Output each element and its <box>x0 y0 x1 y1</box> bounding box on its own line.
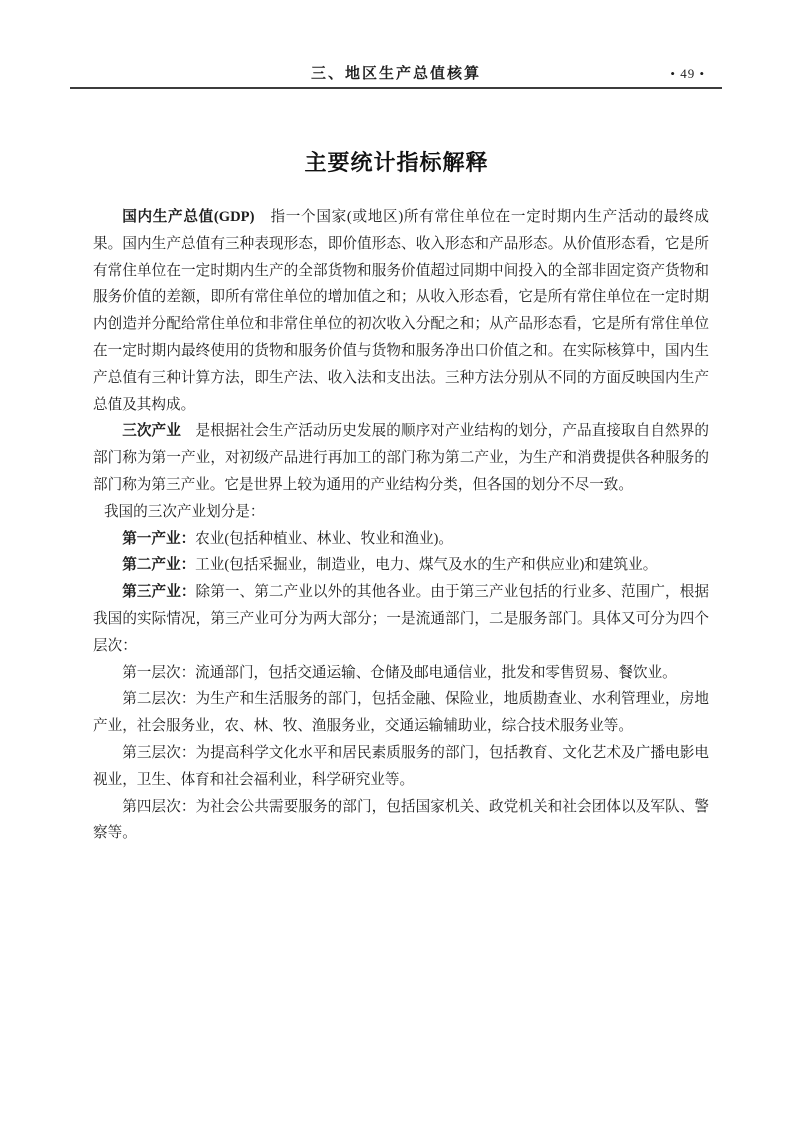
running-head <box>70 64 722 86</box>
text-run: 我国的三次产业划分是： <box>103 503 265 520</box>
term-label: 第二产业： <box>122 557 196 574</box>
paragraph <box>93 794 709 848</box>
page-title: 主要统计指标解释 <box>304 150 489 175</box>
text-run: 农业(包括种植业、林业、牧业和渔业)。 <box>195 530 453 547</box>
paragraph <box>93 686 709 740</box>
paragraph <box>93 740 709 794</box>
paragraph <box>93 660 709 687</box>
paragraph <box>93 579 709 659</box>
term-label: 第三产业： <box>122 584 196 601</box>
paragraph <box>93 204 709 418</box>
term-label: 三次产业 <box>122 423 181 440</box>
text-run: 是根据社会生产活动历史发展的顺序对产业结构的划分，产品直接取自自然界的部门称为第一产业，对初级产品进行再加工的部门称为第二产业，为生产和消费提供各种服务的部门称为第三产业。它是世界上较为通用的产业结构分类，但各国的划分不尽一致。 <box>93 423 709 493</box>
paragraph <box>93 499 709 526</box>
page-number: • 49 • <box>670 66 705 81</box>
body-text <box>93 204 709 847</box>
paragraph <box>93 552 709 579</box>
text-run: 指一个国家(或地区)所有常住单位在一定时期内生产活动的最终成果。国内生产总值有三种表现形态，即价值形态、收入形态和产品形态。从价值形态看，它是所有常住单位在一定时期内生产的全部货物和服务价值超过同期中间投入的全部非固定资产货物和服务价值的差额，即所有常住单位的增加值之和；从收入形态看，它是所有常住单位在一定时期内创造并分配给常住单位和非常住单位的初次收入分配之和；从产品形态看，它是所有常住单位在一定时期内最终使用的货物和服务价值与货物和服务净出口价值之和。在实际核算中，国内生产总值有三种计算方法，即生产法、收入法和支出法。三种方法分别从不同的方面反映国内生产总值及其构成。 <box>93 209 709 413</box>
text-run: 第三层次：为提高科学文化水平和居民素质服务的部门，包括教育、文化艺术及广播电影电视业，卫生、体育和社会福利业，科学研究业等。 <box>93 744 709 788</box>
term-label: 国内生产总值(GDP) <box>122 209 255 225</box>
header-divider <box>70 87 722 89</box>
text-run: 工业(包括采掘业，制造业，电力、煤气及水的生产和供应业)和建筑业。 <box>195 557 658 574</box>
paragraph <box>93 526 709 553</box>
text-run: 第一层次：流通部门，包括交通运输、仓储及邮电通信业，批发和零售贸易、餐饮业。 <box>122 664 677 681</box>
text-run: 第四层次：为社会公共需要服务的部门，包括国家机关、政党机关和社会团体以及军队、警察等。 <box>93 798 709 842</box>
text-run: 第二层次：为生产和生活服务的部门，包括金融、保险业，地质勘查业、水利管理业，房地产业，社会服务业，农、林、牧、渔服务业，交通运输辅助业，综合技术服务业等。 <box>93 691 709 735</box>
chapter-title: 三、地区生产总值核算 <box>310 66 481 82</box>
term-label: 第一产业： <box>122 530 196 547</box>
text-run: 除第一、第二产业以外的其他各业。由于第三产业包括的行业多、范围广，根据我国的实际情况，第三产业可分为两大部分；一是流通部门，二是服务部门。具体又可分为四个层次： <box>93 584 709 654</box>
paragraph <box>93 418 709 498</box>
